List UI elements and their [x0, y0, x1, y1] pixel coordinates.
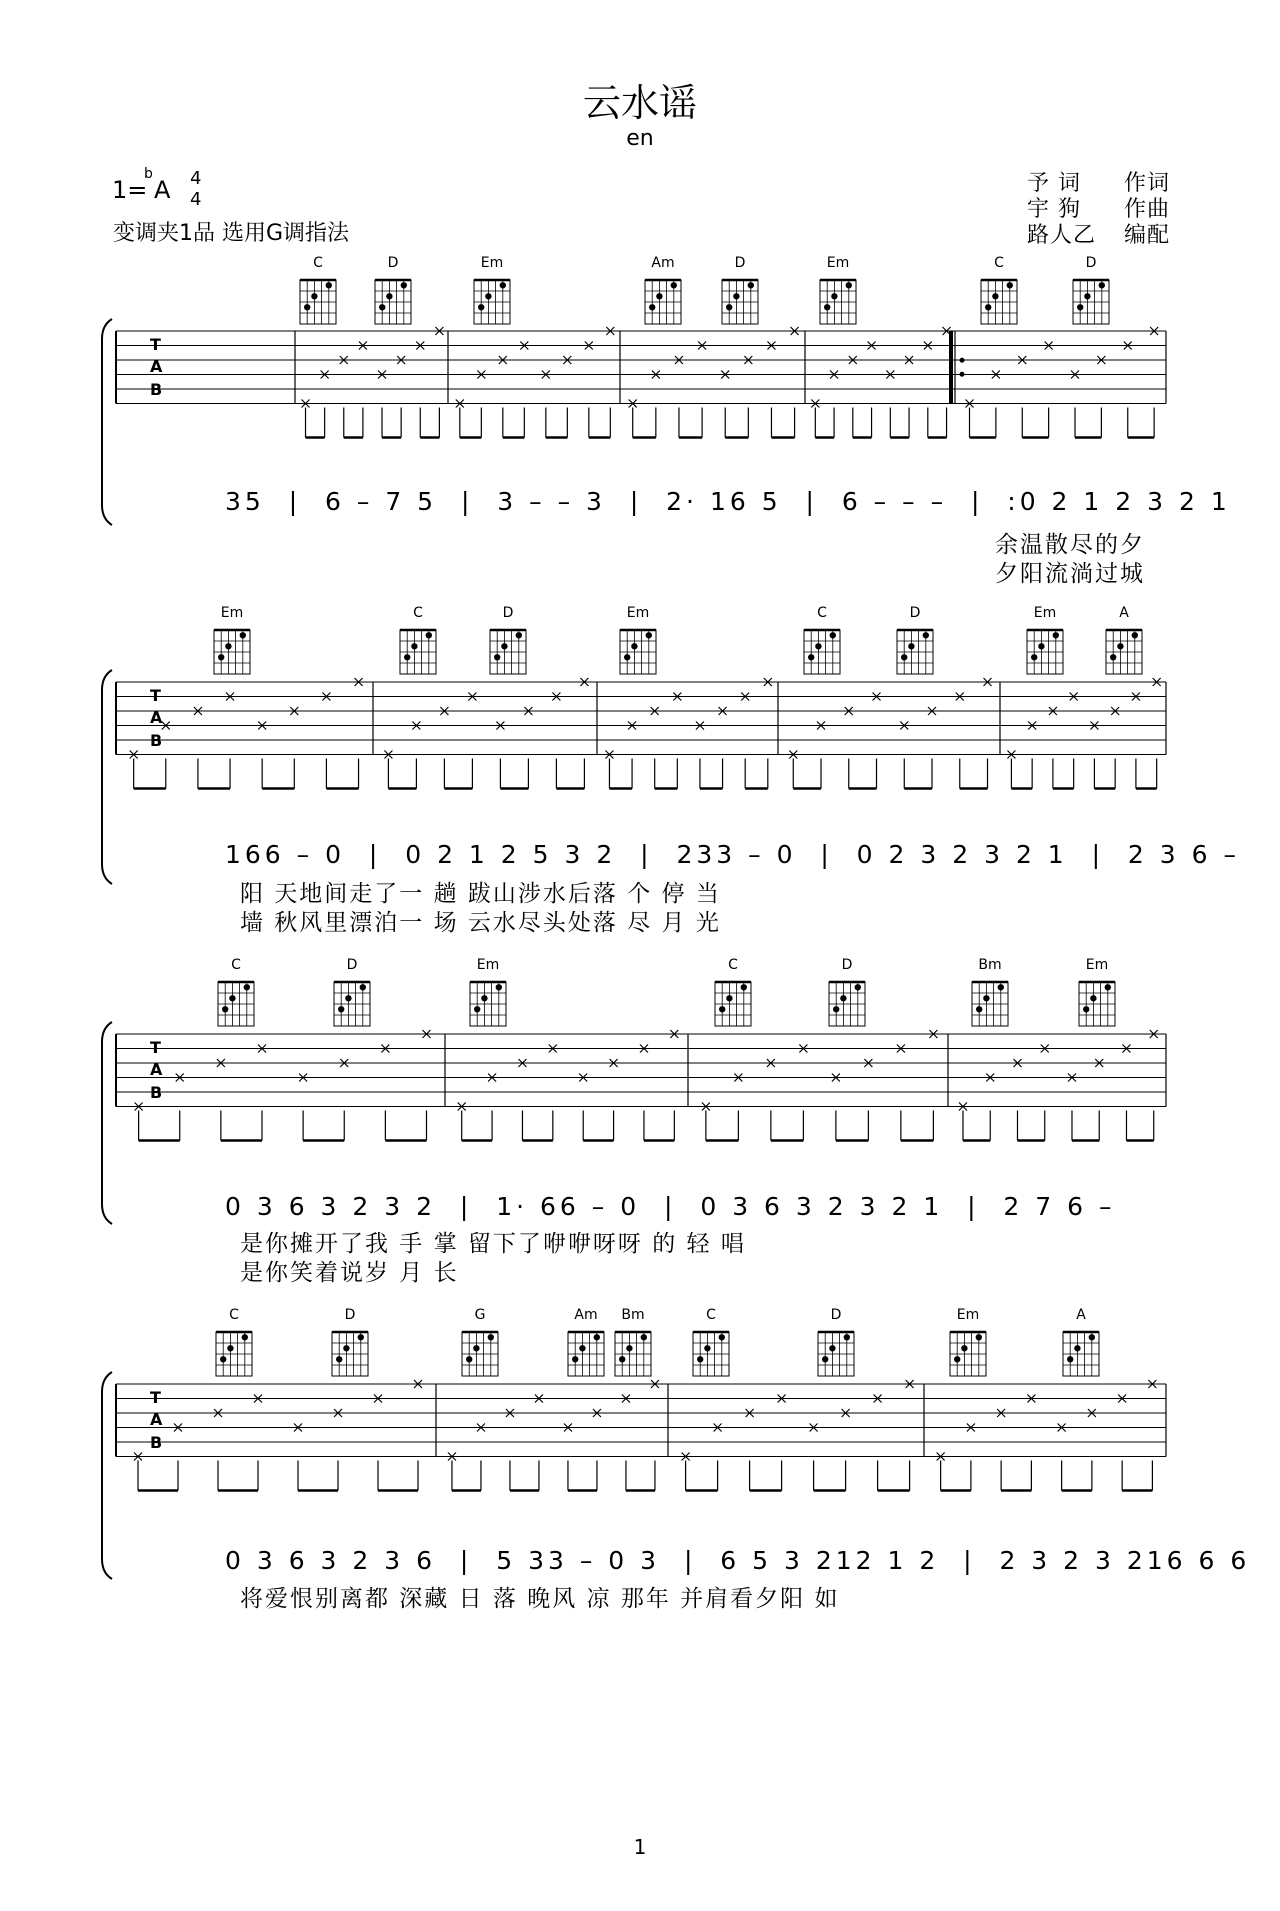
chord-name: Em	[1033, 605, 1057, 621]
chord-name: D	[344, 1307, 356, 1323]
chord-name: D	[841, 957, 853, 973]
composer-name: 宇 狗	[1027, 197, 1081, 222]
chord-finger-dot	[240, 632, 246, 638]
chord-finger-dot	[225, 643, 231, 649]
jianpu-notation-line: 35 | 6 – 7 5 | 3 – – 3 | 2· 16 5 | 6 – – – | :0 2 1 2 3 2 1	[225, 487, 1231, 516]
system-brace	[102, 319, 112, 525]
chord-finger-dot	[961, 1345, 967, 1351]
system-brace	[102, 1022, 112, 1224]
song-title: 云水谣	[582, 81, 697, 125]
chord-finger-dot	[624, 654, 630, 660]
chord-finger-dot	[304, 304, 310, 310]
chord-finger-dot	[485, 293, 491, 299]
chord-finger-dot	[572, 1356, 578, 1362]
chord-finger-dot	[649, 304, 655, 310]
chord-finger-dot	[404, 654, 410, 660]
chord-finger-dot	[824, 304, 830, 310]
chord-finger-dot	[488, 1334, 494, 1340]
chord-finger-dot	[923, 632, 929, 638]
chord-finger-dot	[426, 632, 432, 638]
chord-name: Am	[574, 1307, 598, 1323]
lyrics-verse-1: 是你摊开了我 手 掌 留下了咿咿呀呀 的 轻 唱	[240, 1231, 746, 1257]
chord-name: D	[909, 605, 921, 621]
chord-name: D	[734, 255, 746, 271]
tab-clef-letter: B	[150, 730, 163, 750]
chord-finger-dot	[846, 282, 852, 288]
chord-finger-dot	[719, 1334, 725, 1340]
chord-finger-dot	[833, 1006, 839, 1012]
chord-name: C	[313, 255, 323, 271]
chord-finger-dot	[501, 643, 507, 649]
tab-clef-letter: A	[150, 708, 163, 728]
chord-finger-dot	[242, 1334, 248, 1340]
chord-finger-dot	[1053, 632, 1059, 638]
arranger-name: 路人乙	[1027, 223, 1097, 248]
chord-name: D	[387, 255, 399, 271]
lyrics-verse-1: 将爱恨别离都 深藏 日 落 晚风 凉 那年 并肩看夕阳 如	[240, 1586, 840, 1612]
chord-finger-dot	[473, 1345, 479, 1351]
lyricist-role: 作词	[1124, 171, 1171, 196]
tab-clef-letter: B	[150, 379, 163, 399]
chord-name: C	[817, 605, 827, 621]
chord-finger-dot	[619, 1356, 625, 1362]
arranger-role: 编配	[1124, 223, 1171, 248]
tab-clef-letter: A	[150, 357, 163, 377]
tab-clef-letter: T	[150, 335, 161, 354]
chord-finger-dot	[976, 1006, 982, 1012]
chord-finger-dot	[227, 1345, 233, 1351]
chord-name: Em	[220, 605, 244, 621]
lyrics-verse-2: 夕阳流淌过城	[995, 561, 1145, 587]
chord-finger-dot	[229, 995, 235, 1001]
chord-finger-dot	[983, 995, 989, 1001]
chord-finger-dot	[1074, 1345, 1080, 1351]
chord-finger-dot	[1083, 1006, 1089, 1012]
chord-name: C	[229, 1307, 239, 1323]
chord-finger-dot	[908, 643, 914, 649]
chord-finger-dot	[311, 293, 317, 299]
jianpu-notation-line: 0 3 6 3 2 3 2 | 1· 66 – 0 | 0 3 6 3 2 3 2 1 | 2 7 6 –	[225, 1192, 1116, 1221]
chord-finger-dot	[1007, 282, 1013, 288]
page-number: 1	[633, 1835, 647, 1859]
chord-finger-dot	[741, 984, 747, 990]
key-flat: b	[144, 166, 153, 182]
chord-finger-dot	[1105, 984, 1111, 990]
chord-finger-dot	[338, 1006, 344, 1012]
chord-finger-dot	[671, 282, 677, 288]
chord-finger-dot	[1067, 1356, 1073, 1362]
chord-finger-dot	[704, 1345, 710, 1351]
tab-clef-letter: T	[150, 1038, 161, 1057]
chord-name: C	[994, 255, 1004, 271]
chord-name: C	[728, 957, 738, 973]
chord-name: D	[1085, 255, 1097, 271]
chord-finger-dot	[855, 984, 861, 990]
chord-finger-dot	[358, 1334, 364, 1340]
tab-clef-letter: T	[150, 686, 161, 705]
chord-finger-dot	[646, 632, 652, 638]
tab-clef-letter: A	[150, 1060, 163, 1080]
jianpu-notation-line: 0 3 6 3 2 3 6 | 5 33 – 0 3 | 6 5 3 212 1 2 | 2 3 2 3 216 6 6	[225, 1546, 1251, 1575]
chord-finger-dot	[1077, 304, 1083, 310]
system-brace	[102, 1372, 112, 1579]
chord-name: D	[830, 1307, 842, 1323]
chord-name: Em	[626, 605, 650, 621]
chord-finger-dot	[733, 293, 739, 299]
chord-finger-dot	[481, 995, 487, 1001]
tab-clef-letter: T	[150, 1388, 161, 1407]
chord-finger-dot	[244, 984, 250, 990]
time-signature-bottom: 4	[190, 189, 202, 210]
chord-finger-dot	[954, 1356, 960, 1362]
chord-finger-dot	[656, 293, 662, 299]
repeat-dot	[960, 358, 965, 363]
chord-finger-dot	[220, 1356, 226, 1362]
song-subtitle: en	[626, 126, 654, 151]
chord-name: C	[413, 605, 423, 621]
chord-finger-dot	[844, 1334, 850, 1340]
chord-name: C	[706, 1307, 716, 1323]
chord-name: A	[1119, 605, 1129, 621]
chord-finger-dot	[998, 984, 1004, 990]
chord-finger-dot	[360, 984, 366, 990]
chord-finger-dot	[474, 1006, 480, 1012]
chord-name: Em	[476, 957, 500, 973]
chord-finger-dot	[830, 632, 836, 638]
chord-name: Am	[651, 255, 675, 271]
repeat-dot	[960, 372, 965, 377]
chord-finger-dot	[386, 293, 392, 299]
composer-role: 作曲	[1124, 197, 1171, 222]
time-signature-top: 4	[190, 168, 202, 189]
chord-finger-dot	[411, 643, 417, 649]
chord-finger-dot	[494, 654, 500, 660]
chord-finger-dot	[1110, 654, 1116, 660]
chord-finger-dot	[726, 995, 732, 1001]
chord-name: Em	[480, 255, 504, 271]
chord-finger-dot	[992, 293, 998, 299]
chord-finger-dot	[697, 1356, 703, 1362]
chord-finger-dot	[631, 643, 637, 649]
lyricist-name: 予 词	[1027, 171, 1081, 196]
chord-finger-dot	[815, 643, 821, 649]
chord-finger-dot	[626, 1345, 632, 1351]
chord-finger-dot	[336, 1356, 342, 1362]
chord-name: Bm	[621, 1307, 645, 1323]
chord-name: D	[502, 605, 514, 621]
chord-finger-dot	[901, 654, 907, 660]
chord-finger-dot	[985, 304, 991, 310]
chord-finger-dot	[1099, 282, 1105, 288]
chord-name: D	[346, 957, 358, 973]
chord-name: C	[231, 957, 241, 973]
chord-finger-dot	[831, 293, 837, 299]
chord-finger-dot	[326, 282, 332, 288]
jianpu-notation-line: 166 – 0 | 0 2 1 2 5 3 2 | 233 – 0 | 0 2 3 2 3 2 1 | 2 3 6 –	[225, 840, 1240, 869]
chord-finger-dot	[478, 304, 484, 310]
chord-finger-dot	[1132, 632, 1138, 638]
chord-finger-dot	[343, 1345, 349, 1351]
chord-finger-dot	[840, 995, 846, 1001]
capo-note: 变调夹1品 选用G调指法	[113, 221, 350, 246]
chord-finger-dot	[579, 1345, 585, 1351]
chord-finger-dot	[218, 654, 224, 660]
tab-clef-letter: B	[150, 1082, 163, 1102]
chord-name: Em	[1085, 957, 1109, 973]
key-prefix: 1=	[112, 176, 148, 204]
tab-clef-letter: A	[150, 1410, 163, 1430]
chord-name: A	[1076, 1307, 1086, 1323]
chord-finger-dot	[516, 632, 522, 638]
chord-finger-dot	[1084, 293, 1090, 299]
chord-finger-dot	[1089, 1334, 1095, 1340]
key-note: A	[154, 176, 171, 204]
chord-name: G	[474, 1307, 486, 1323]
system-brace	[102, 670, 112, 884]
chord-finger-dot	[719, 1006, 725, 1012]
chord-finger-dot	[496, 984, 502, 990]
chord-finger-dot	[641, 1334, 647, 1340]
lyrics-verse-1: 余温散尽的夕	[995, 532, 1145, 558]
chord-finger-dot	[976, 1334, 982, 1340]
chord-finger-dot	[1031, 654, 1037, 660]
chord-finger-dot	[401, 282, 407, 288]
chord-finger-dot	[808, 654, 814, 660]
lyrics-verse-2: 墙 秋风里漂泊一 场 云水尽头处落 尽 月 光	[240, 910, 721, 936]
chord-finger-dot	[594, 1334, 600, 1340]
chord-finger-dot	[1117, 643, 1123, 649]
chord-name: Em	[826, 255, 850, 271]
chord-name: Bm	[978, 957, 1002, 973]
chord-finger-dot	[1038, 643, 1044, 649]
lyrics-verse-2: 是你笑着说岁 月 长	[240, 1260, 459, 1286]
chord-finger-dot	[1090, 995, 1096, 1001]
chord-finger-dot	[466, 1356, 472, 1362]
chord-finger-dot	[829, 1345, 835, 1351]
chord-finger-dot	[379, 304, 385, 310]
chord-finger-dot	[500, 282, 506, 288]
chord-name: Em	[956, 1307, 980, 1323]
chord-finger-dot	[222, 1006, 228, 1012]
lyrics-verse-1: 阳 天地间走了一 趟 跋山涉水后落 个 停 当	[240, 881, 721, 907]
chord-finger-dot	[726, 304, 732, 310]
chord-finger-dot	[748, 282, 754, 288]
chord-finger-dot	[345, 995, 351, 1001]
tab-clef-letter: B	[150, 1432, 163, 1452]
chord-finger-dot	[822, 1356, 828, 1362]
